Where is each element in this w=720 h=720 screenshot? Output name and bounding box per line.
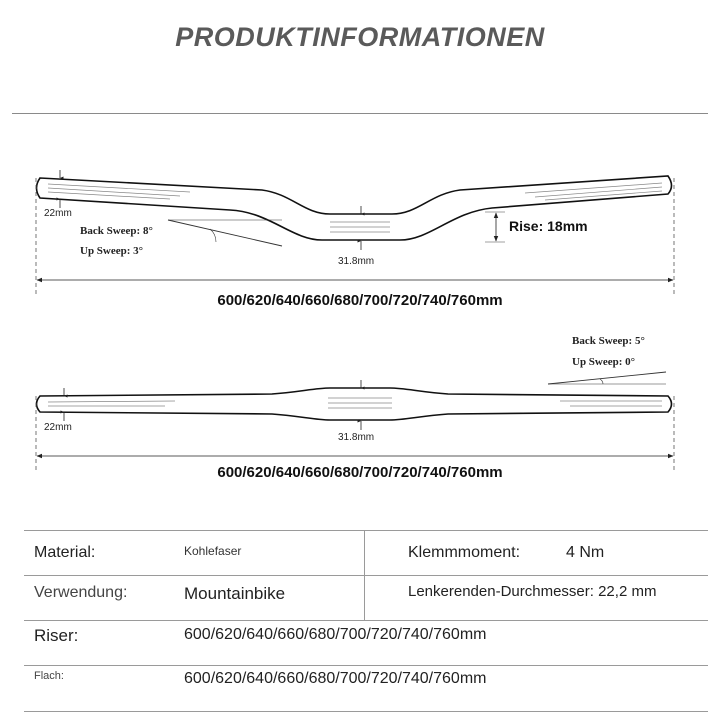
flat-clamp-diameter: 31.8mm [338, 432, 375, 443]
riser-rise: Rise: 18mm [509, 218, 588, 234]
riser-up-sweep: Up Sweep: 3° [80, 245, 144, 257]
table-divider [24, 530, 708, 531]
table-column-divider [364, 530, 365, 620]
material-value: Kohlefaser [184, 544, 242, 558]
page-title: PRODUKTINFORMATIONEN [175, 22, 545, 52]
riser-value: 600/620/640/660/680/700/720/740/760mm [184, 626, 487, 643]
riser-widths: 600/620/640/660/680/700/720/740/760mm [217, 292, 503, 309]
riser-back-sweep: Back Sweep: 8° [80, 225, 153, 237]
table-divider [24, 711, 708, 712]
material-label: Material: [34, 544, 96, 561]
flat-end-diameter: 22mm [44, 422, 72, 433]
spec-table [24, 530, 708, 712]
usage-label: Verwendung: [34, 584, 128, 601]
flat-handlebar-drawing [36, 372, 674, 472]
torque-label: Klemmmoment: [408, 544, 521, 561]
flat-up-sweep: Up Sweep: 0° [572, 356, 636, 368]
table-divider [24, 575, 708, 576]
flat-widths: 600/620/640/660/680/700/720/740/760mm [217, 464, 503, 481]
bar-end-diameter: Lenkerenden-Durchmesser: 22,2 mm [408, 583, 657, 600]
table-divider [24, 620, 708, 621]
flat-bar-outline [37, 388, 672, 420]
torque-value: 4 Nm [566, 544, 605, 561]
riser-end-diameter: 22mm [44, 208, 72, 219]
riser-clamp-diameter: 31.8mm [338, 256, 375, 267]
table-divider [24, 665, 708, 666]
riser-label: Riser: [34, 626, 79, 645]
flat-back-sweep: Back Sweep: 5° [572, 335, 645, 347]
flat-value: 600/620/640/660/680/700/720/740/760mm [184, 670, 487, 687]
flat-label: Flach: [34, 670, 64, 682]
usage-value: Mountainbike [184, 584, 286, 603]
